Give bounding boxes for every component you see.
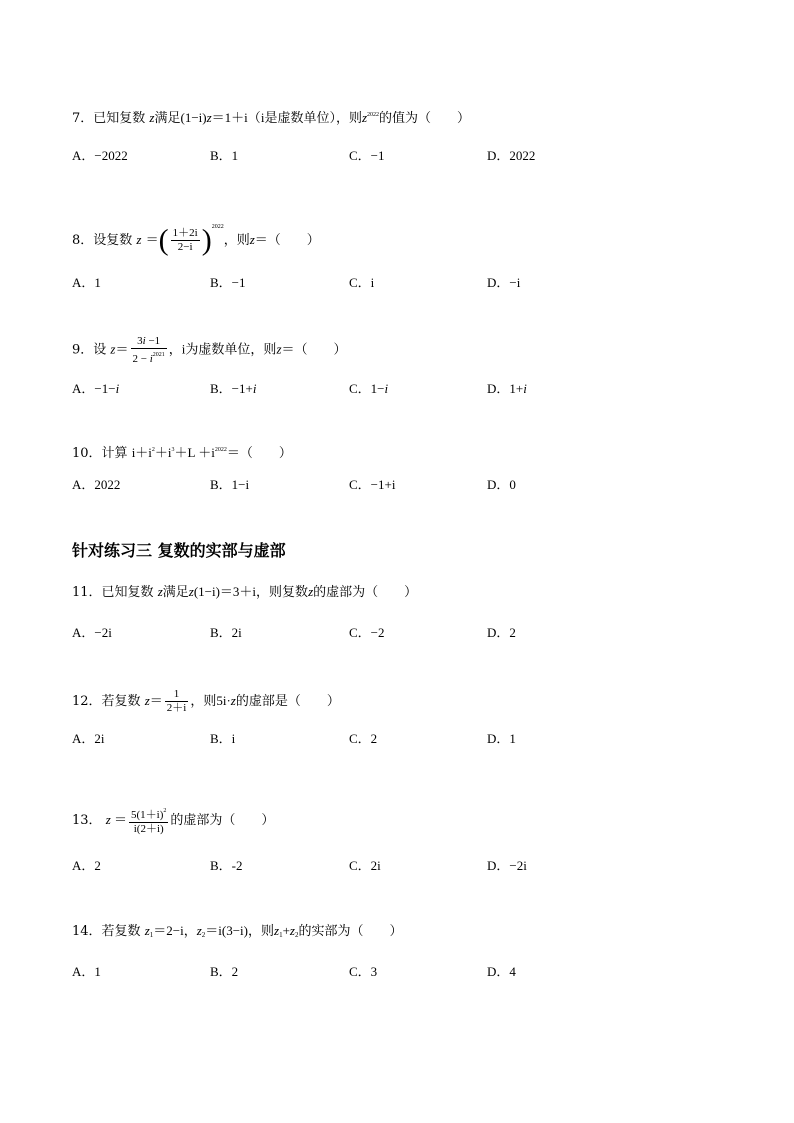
option-d[interactable]: D．2022	[487, 148, 536, 163]
options-13	[72, 855, 632, 873]
question-8-prefix: 8．设复数	[72, 233, 133, 248]
fraction: $\frac{1}{2+i}$	[166, 688, 187, 714]
options-10	[72, 474, 632, 492]
question-10-prefix: 10．计算	[72, 446, 128, 461]
question-12-prefix: 12．若复数	[72, 694, 141, 709]
fraction: $\frac{5(1+i)^2}{i(2+i)}$	[129, 805, 168, 836]
question-13: 13． z ＝ $\frac{5(1+i)^2}{i(2+i)}$ 的虚部为（ ）	[72, 805, 274, 836]
option-c[interactable]: C．3	[349, 964, 378, 979]
option-d[interactable]: D．4	[487, 964, 516, 979]
option-d[interactable]: D．−i	[487, 275, 521, 290]
option-c[interactable]: C．1−i	[349, 381, 389, 396]
options-8	[72, 272, 632, 290]
question-10: 10．计算 $i+i^2+i^3+L +i^{2022}=$（ ）	[72, 445, 292, 461]
option-a[interactable]: A．2	[72, 858, 101, 873]
options-14	[72, 961, 632, 979]
question-11-prefix: 11．已知复数	[72, 585, 154, 600]
question-9: 9．设 z＝ $\frac{3i -1}{2 - i^{2021}}$ ，i为虚数单位，则z＝（ ）	[72, 335, 347, 365]
question-14: 14．若复数 $z_1=2-i$，$z_2=i(3-i)$，则$z_1+z_2$的实部为（ ）	[72, 923, 403, 939]
option-b[interactable]: B．−1	[210, 275, 246, 290]
option-a[interactable]: A．1	[72, 275, 101, 290]
options-12	[72, 728, 632, 746]
option-c[interactable]: C．−2	[349, 625, 385, 640]
option-d[interactable]: D．−2i	[487, 858, 527, 873]
option-a[interactable]: A．1	[72, 964, 101, 979]
option-b[interactable]: B．1−i	[210, 477, 250, 492]
option-c[interactable]: C．2	[349, 731, 378, 746]
option-c[interactable]: C．2i	[349, 858, 381, 873]
option-a[interactable]: A．−2022	[72, 148, 128, 163]
option-b[interactable]: B．2	[210, 964, 239, 979]
option-b[interactable]: B．−1+i	[210, 381, 257, 396]
question-7-prefix: 7．已知复数	[72, 111, 146, 126]
option-b[interactable]: B．1	[210, 148, 239, 163]
option-a[interactable]: A．−2i	[72, 625, 112, 640]
section-title: 针对练习三 复数的实部与虚部	[72, 541, 286, 560]
option-b[interactable]: B．i	[210, 731, 236, 746]
option-d[interactable]: D．0	[487, 477, 516, 492]
option-c[interactable]: C．−1	[349, 148, 385, 163]
question-13-prefix: 13．	[72, 813, 102, 828]
option-c[interactable]: C．i	[349, 275, 375, 290]
option-d[interactable]: D．1+i	[487, 381, 527, 396]
question-12: 12．若复数 z＝ $\frac{1}{2+i}$ ，则5i·z的虚部是（ ）	[72, 688, 340, 714]
option-a[interactable]: A．−1−i	[72, 381, 120, 396]
fraction: $\frac{3i -1}{2 - i^{2021}}$	[132, 335, 165, 365]
question-8: 8．设复数 z ＝( $\frac{1+2i}{2-i}$ )$^{2022}$，则z＝（ ）	[72, 223, 320, 257]
question-11: 11．已知复数 z满足z(1−i)＝3＋i，则复数z的虚部为（ ）	[72, 584, 418, 600]
option-d[interactable]: D．1	[487, 731, 516, 746]
option-a[interactable]: A．2022	[72, 477, 121, 492]
question-7: 7．已知复数 z满足(1−i)z＝1＋i（i是虚数单位），则$z^{2022}$的值为（ ）	[72, 110, 471, 126]
option-b[interactable]: B．2i	[210, 625, 242, 640]
option-b[interactable]: B．-2	[210, 858, 243, 873]
question-9-prefix: 9．设	[72, 342, 107, 358]
options-11	[72, 622, 632, 640]
option-a[interactable]: A．2i	[72, 731, 105, 746]
option-d[interactable]: D．2	[487, 625, 516, 640]
fraction: $\frac{1+2i}{2-i}$	[172, 227, 198, 253]
question-14-prefix: 14．若复数	[72, 924, 141, 939]
options-9	[72, 378, 632, 396]
option-c[interactable]: C．−1+i	[349, 477, 396, 492]
options-7	[72, 145, 632, 163]
